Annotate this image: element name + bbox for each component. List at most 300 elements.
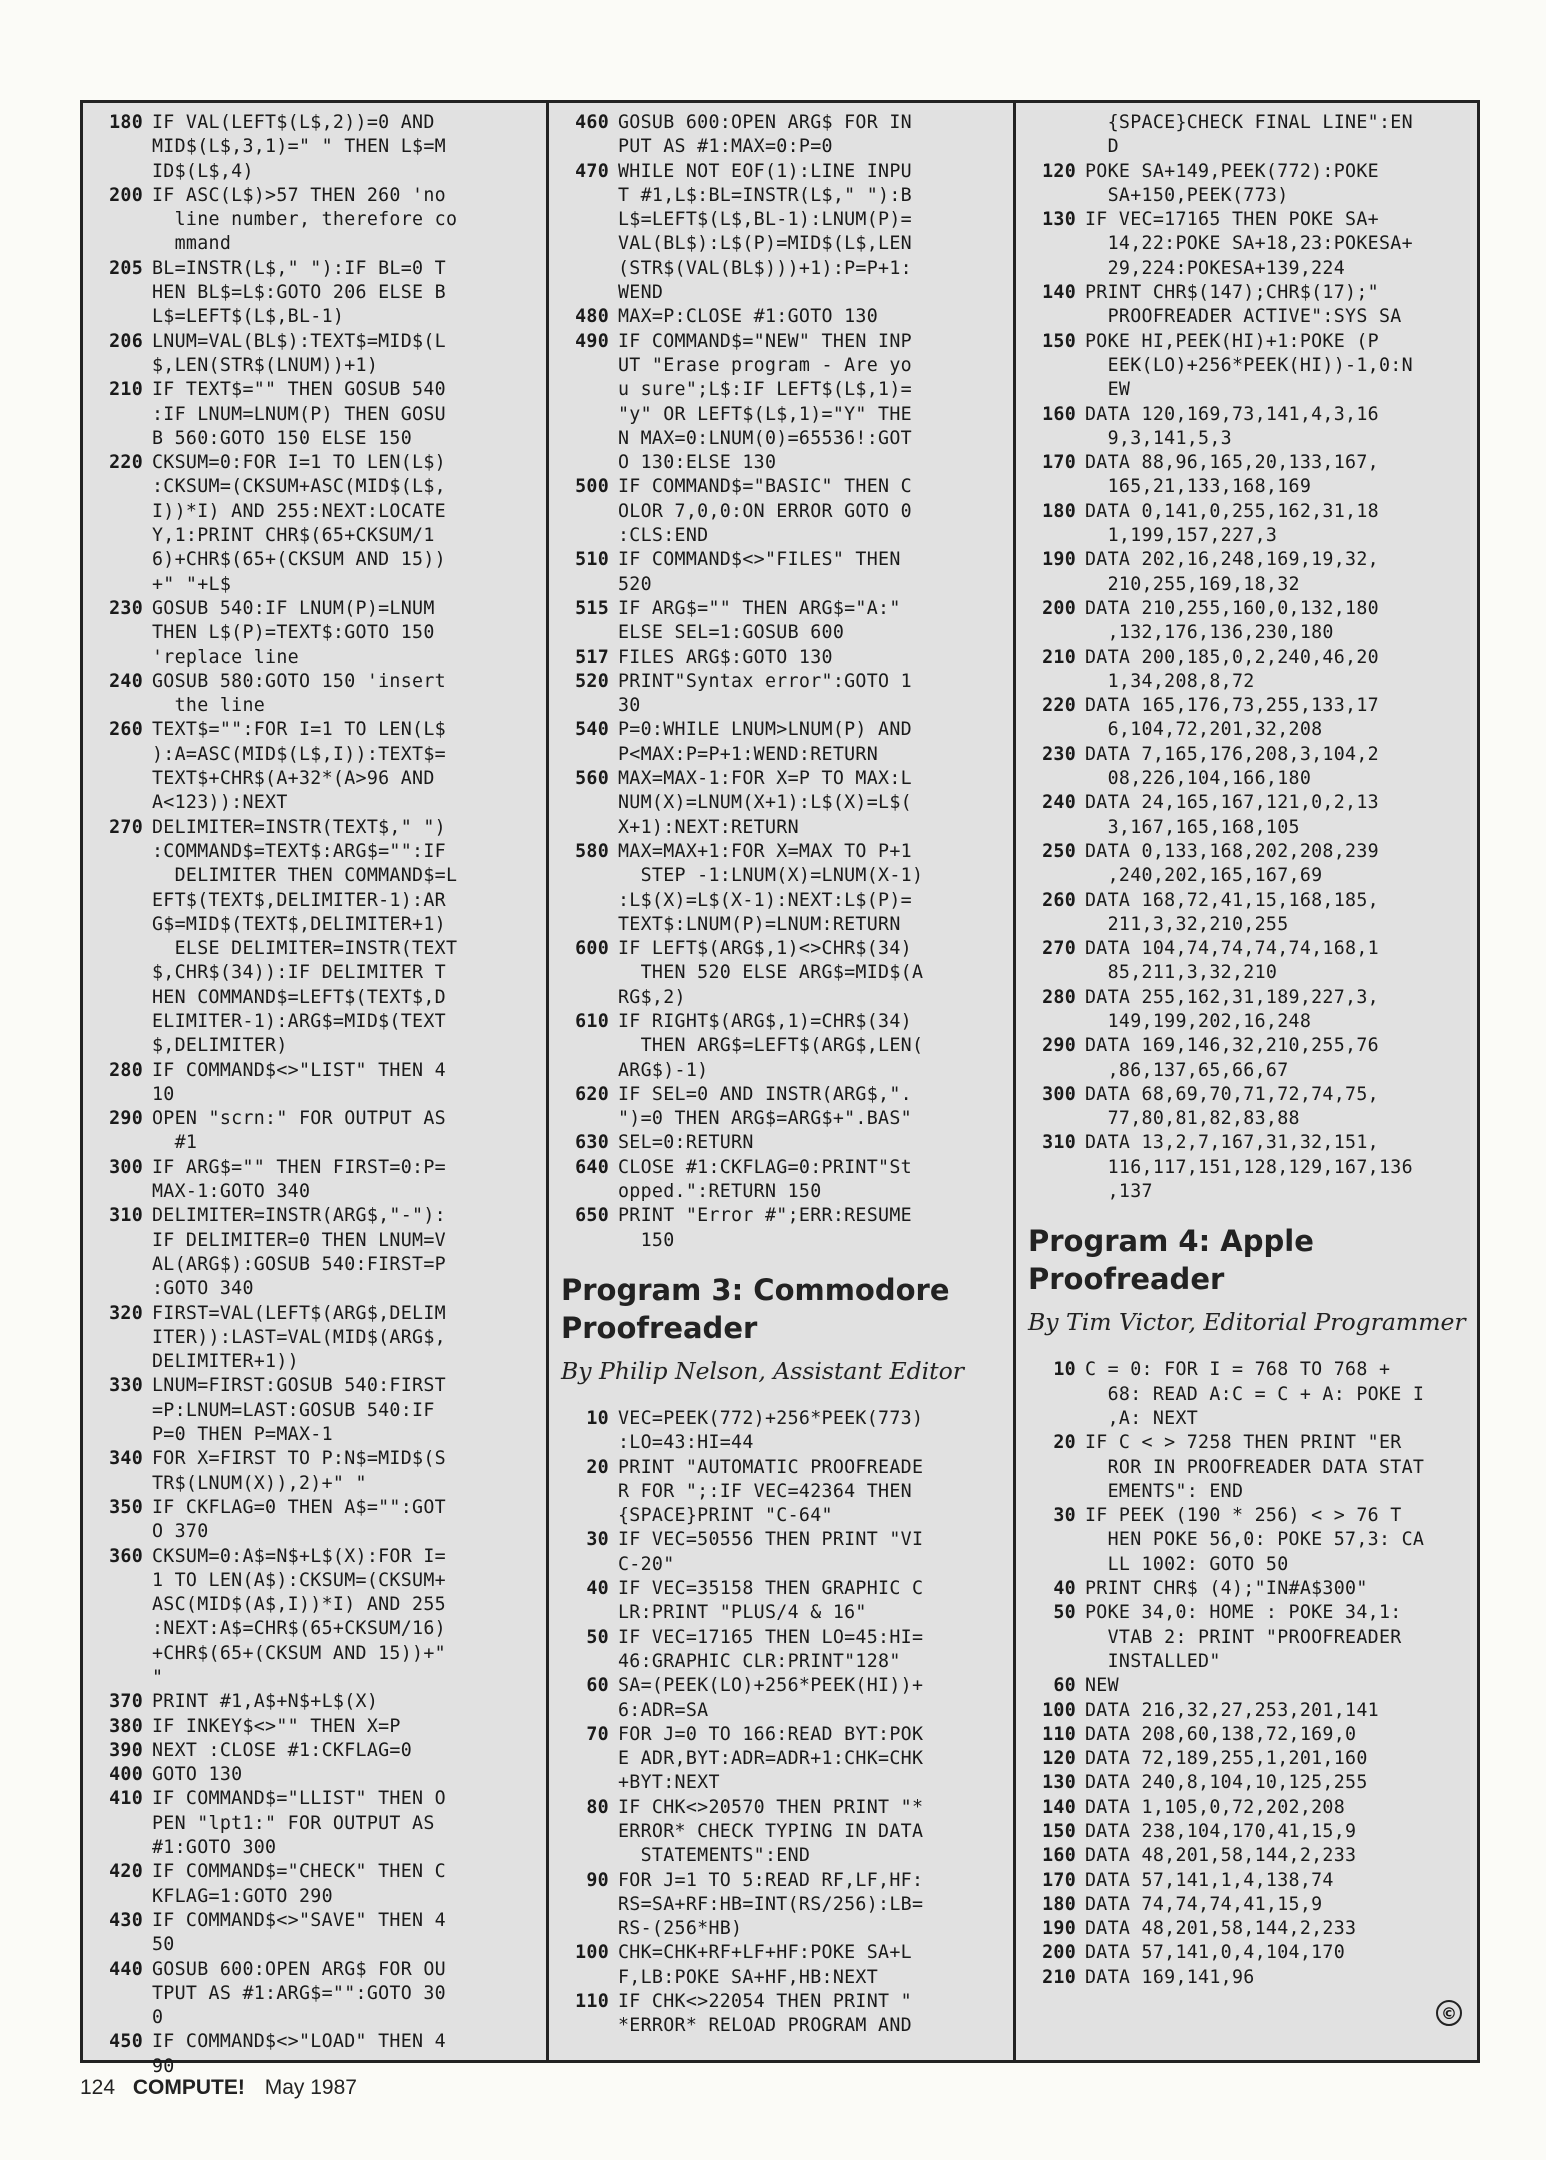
line-number <box>557 500 618 524</box>
program-3-listing-part-2 <box>1024 111 1472 1204</box>
line-code: L$=LEFT$(L$,BL-1):LNUM(P)= <box>618 209 912 231</box>
line-number: 150 <box>1042 330 1076 352</box>
line-code: KFLAG=1:GOTO 290 <box>152 1885 333 1907</box>
code-line <box>1024 1869 1472 1893</box>
code-line <box>91 1059 538 1083</box>
line-number <box>1024 1626 1085 1650</box>
line-number <box>557 1771 618 1795</box>
code-line <box>1024 1180 1472 1204</box>
line-number <box>557 1650 618 1674</box>
code-line <box>91 1666 538 1690</box>
line-code: T #1,L$:BL=INSTR(L$," "):B <box>618 184 912 206</box>
line-number <box>91 1326 152 1350</box>
code-line <box>1024 889 1472 913</box>
line-number <box>91 1423 152 1447</box>
line-code: SA+150,PEEK(773) <box>1085 184 1289 206</box>
code-line <box>557 135 1005 159</box>
line-code: ")=0 THEN ARG$=ARG$+".BAS" <box>618 1108 912 1130</box>
line-code: 30 <box>618 695 641 717</box>
line-code: DATA 104,74,74,74,74,168,1 <box>1085 938 1379 960</box>
line-code: VTAB 2: PRINT "PROOFREADER <box>1085 1626 1402 1648</box>
line-number <box>1024 718 1085 742</box>
code-line <box>1024 354 1472 378</box>
line-code: 10 <box>152 1083 175 1105</box>
code-line <box>91 1423 538 1447</box>
code-line <box>557 208 1005 232</box>
line-code: RS-(256*HB) <box>618 1918 743 1940</box>
line-code: ,A: NEXT <box>1085 1407 1199 1429</box>
line-number <box>91 208 152 232</box>
code-line <box>91 208 538 232</box>
code-line <box>1024 1553 1472 1577</box>
line-number <box>91 1034 152 1058</box>
code-line <box>1024 670 1472 694</box>
code-line <box>91 427 538 451</box>
line-code: IF LEFT$(ARG$,1)<>CHR$(34) <box>618 938 912 960</box>
line-number: 110 <box>575 1991 609 2013</box>
code-line <box>91 1909 538 1933</box>
code-line <box>557 1456 1005 1480</box>
line-code: CLOSE #1:CKFLAG=0:PRINT"St <box>618 1156 912 1178</box>
line-code: IF ARG$="" THEN FIRST=0:P= <box>152 1156 446 1178</box>
code-line <box>557 524 1005 548</box>
copyright-icon: © <box>1436 2000 1462 2026</box>
line-number: 480 <box>575 306 609 328</box>
line-code: line number, therefore co <box>152 209 458 231</box>
line-number: 540 <box>575 719 609 741</box>
line-number <box>91 1666 152 1690</box>
code-line <box>1024 1747 1472 1771</box>
line-code: DATA 68,69,70,71,72,74,75, <box>1085 1083 1379 1105</box>
code-line <box>91 1787 538 1811</box>
code-line <box>91 986 538 1010</box>
line-code: UT "Erase program - Are yo <box>618 354 912 376</box>
code-line <box>1024 961 1472 985</box>
line-code: IF VEC=50556 THEN PRINT "VI <box>618 1529 924 1551</box>
line-code: (STR$(VAL(BL$)))+1):P=P+1: <box>618 257 912 279</box>
magazine-name: COMPUTE! <box>132 2076 245 2099</box>
line-number <box>91 913 152 937</box>
line-code: HEN COMMAND$=LEFT$(TEXT$,D <box>152 986 446 1008</box>
code-line <box>557 1480 1005 1504</box>
code-line <box>91 330 538 354</box>
code-line <box>91 621 538 645</box>
line-number: 420 <box>109 1861 143 1883</box>
line-code: C = 0: FOR I = 768 TO 768 + <box>1085 1359 1391 1381</box>
line-code: IF ASC(L$)>57 THEN 260 'no <box>152 184 446 206</box>
code-line <box>1024 281 1472 305</box>
line-number: 20 <box>586 1456 609 1478</box>
line-number <box>91 961 152 985</box>
program-4-listing <box>1024 1358 1472 1990</box>
line-number <box>1024 378 1085 402</box>
issue-date: May 1987 <box>264 2076 357 2099</box>
line-code: IF DELIMITER=0 THEN LNUM=V <box>152 1229 446 1251</box>
code-line <box>557 791 1005 815</box>
page-footer <box>80 2076 357 2100</box>
line-number: 70 <box>586 1723 609 1745</box>
line-code: P=0 THEN P=MAX-1 <box>152 1424 333 1446</box>
code-line <box>1024 1156 1472 1180</box>
line-code: FOR J=1 TO 5:READ RF,LF,HF: <box>618 1869 924 1891</box>
code-line <box>1024 1407 1472 1431</box>
line-code: GOSUB 540:IF LNUM(P)=LNUM <box>152 597 435 619</box>
line-number: 10 <box>1053 1359 1076 1381</box>
code-line <box>557 1204 1005 1228</box>
line-number: 330 <box>109 1375 143 1397</box>
line-number <box>557 524 618 548</box>
line-number <box>557 816 618 840</box>
line-code: POKE 34,0: HOME : POKE 34,1: <box>1085 1602 1402 1624</box>
line-code: ELSE DELIMITER=INSTR(TEXT <box>152 938 458 960</box>
code-line <box>91 791 538 815</box>
line-code: PRINT "Error #";ERR:RESUME <box>618 1205 912 1227</box>
line-number: 190 <box>1042 1918 1076 1940</box>
line-code: DATA 48,201,58,144,2,233 <box>1085 1845 1357 1867</box>
line-code: A<123)):NEXT <box>152 792 288 814</box>
line-number <box>557 1553 618 1577</box>
code-line <box>1024 743 1472 767</box>
line-number <box>557 1893 618 1917</box>
code-line <box>91 1739 538 1763</box>
line-code: IF VEC=35158 THEN GRAPHIC C <box>618 1578 924 1600</box>
code-line <box>1024 548 1472 572</box>
code-line <box>1024 1626 1472 1650</box>
code-line <box>557 1941 1005 1965</box>
code-line <box>91 1690 538 1714</box>
line-code: 210,255,169,18,32 <box>1085 573 1300 595</box>
line-number <box>91 548 152 572</box>
line-number <box>91 767 152 791</box>
line-code: 29,224:POKESA+139,224 <box>1085 257 1346 279</box>
code-line <box>1024 840 1472 864</box>
line-number <box>1024 913 1085 937</box>
line-code: EW <box>1085 379 1131 401</box>
line-code: LNUM=VAL(BL$):TEXT$=MID$(L <box>152 330 446 352</box>
code-line <box>91 1107 538 1131</box>
code-line <box>557 1407 1005 1431</box>
line-code: I))*I) AND 255:NEXT:LOCATE <box>152 500 446 522</box>
line-code: EFT$(TEXT$,DELIMITER-1):AR <box>152 889 446 911</box>
line-code: DATA 120,169,73,141,4,3,16 <box>1085 403 1379 425</box>
code-line <box>91 524 538 548</box>
line-code: PROOFREADER ACTIVE":SYS SA <box>1085 306 1402 328</box>
line-code: 520 <box>618 573 652 595</box>
code-line <box>557 1966 1005 1990</box>
line-code: opped.":RETURN 150 <box>618 1181 822 1203</box>
line-code: MAX=MAX-1:FOR X=P TO MAX:L <box>618 768 912 790</box>
line-code: #1 <box>152 1132 198 1154</box>
line-number: 30 <box>586 1529 609 1551</box>
line-number <box>557 281 618 305</box>
line-number: 50 <box>1053 1602 1076 1624</box>
code-line <box>557 1917 1005 1941</box>
code-line <box>557 718 1005 742</box>
code-line <box>1024 475 1472 499</box>
code-line <box>557 1180 1005 1204</box>
line-code: 77,80,81,82,83,88 <box>1085 1108 1300 1130</box>
code-line <box>557 160 1005 184</box>
line-number <box>91 791 152 815</box>
line-code: GOSUB 580:GOTO 150 'insert <box>152 670 446 692</box>
line-number: 210 <box>1042 1966 1076 1988</box>
code-line <box>91 1253 538 1277</box>
code-line <box>557 1699 1005 1723</box>
line-code: FIRST=VAL(LEFT$(ARG$,DELIM <box>152 1302 446 1324</box>
line-number: 220 <box>109 452 143 474</box>
line-number <box>91 232 152 256</box>
line-number <box>1024 1528 1085 1552</box>
line-code: PRINT"Syntax error":GOTO 1 <box>618 670 912 692</box>
code-line <box>91 1812 538 1836</box>
line-number: 300 <box>1042 1083 1076 1105</box>
line-number: 490 <box>575 330 609 352</box>
line-number <box>1024 1180 1085 1204</box>
line-code: LNUM=FIRST:GOSUB 540:FIRST <box>152 1375 446 1397</box>
line-code: SEL=0:RETURN <box>618 1132 754 1154</box>
line-number: 180 <box>1042 500 1076 522</box>
code-line <box>91 1302 538 1326</box>
line-code: MAX=P:CLOSE #1:GOTO 130 <box>618 306 879 328</box>
line-code: DELIMITER+1)) <box>152 1351 299 1373</box>
line-code: IF COMMAND$<>"LIST" THEN 4 <box>152 1059 446 1081</box>
code-line <box>91 597 538 621</box>
code-line <box>1024 1771 1472 1795</box>
line-code: 68: READ A:C = C + A: POKE I <box>1085 1383 1425 1405</box>
line-number: 300 <box>109 1156 143 1178</box>
line-number: 270 <box>109 816 143 838</box>
code-line <box>91 1447 538 1471</box>
code-line <box>557 864 1005 888</box>
line-number <box>557 1431 618 1455</box>
line-number: 240 <box>109 670 143 692</box>
code-line <box>1024 1504 1472 1528</box>
code-line <box>1024 986 1472 1010</box>
code-line <box>1024 1480 1472 1504</box>
line-number: 200 <box>1042 597 1076 619</box>
line-number <box>91 2006 152 2030</box>
code-line <box>1024 500 1472 524</box>
line-number <box>91 937 152 961</box>
line-code: mmand <box>152 233 232 255</box>
line-number <box>557 1107 618 1131</box>
line-number <box>91 1180 152 1204</box>
code-line <box>1024 1383 1472 1407</box>
line-number: 220 <box>1042 695 1076 717</box>
line-number: 260 <box>109 719 143 741</box>
line-number: 610 <box>575 1010 609 1032</box>
code-line <box>1024 1674 1472 1698</box>
code-line <box>91 1472 538 1496</box>
line-number <box>557 257 618 281</box>
line-number: 130 <box>1042 1772 1076 1794</box>
line-number <box>1024 1107 1085 1131</box>
line-number: 640 <box>575 1156 609 1178</box>
code-line <box>91 1496 538 1520</box>
line-code: N MAX=0:LNUM(0)=65536!:GOT <box>618 427 912 449</box>
line-code: WHILE NOT EOF(1):LINE INPU <box>618 160 912 182</box>
code-line <box>91 670 538 694</box>
code-line <box>1024 1358 1472 1382</box>
line-code: STATEMENTS":END <box>618 1845 811 1867</box>
line-code: DATA 0,133,168,202,208,239 <box>1085 840 1379 862</box>
line-number <box>1024 427 1085 451</box>
line-code: P<MAX:P=P+1:WEND:RETURN <box>618 743 879 765</box>
line-code: INSTALLED" <box>1085 1650 1221 1672</box>
line-number <box>1024 1156 1085 1180</box>
line-number <box>557 694 618 718</box>
line-number: 160 <box>1042 1845 1076 1867</box>
code-line <box>91 1617 538 1641</box>
line-code: GOTO 130 <box>152 1764 243 1786</box>
line-number <box>557 354 618 378</box>
code-line <box>91 354 538 378</box>
line-code: +BYT:NEXT <box>618 1772 720 1794</box>
code-line <box>91 111 538 135</box>
line-code: $,CHR$(34)):IF DELIMITER T <box>152 962 446 984</box>
line-code: DATA 238,104,170,41,15,9 <box>1085 1821 1357 1842</box>
line-number <box>557 1747 618 1771</box>
program-2-listing-part-2 <box>557 111 1005 1253</box>
line-code: IF RIGHT$(ARG$,1)=CHR$(34) <box>618 1010 912 1032</box>
line-code: NEW <box>1085 1675 1119 1697</box>
line-number <box>1024 1456 1085 1480</box>
code-line <box>1024 1796 1472 1820</box>
code-line <box>91 1520 538 1544</box>
line-number: 10 <box>586 1407 609 1429</box>
code-line <box>91 1982 538 2006</box>
line-number <box>91 840 152 864</box>
line-code: u sure";L$:IF LEFT$(L$,1)= <box>618 379 912 401</box>
line-code: HEN POKE 56,0: POKE 57,3: CA <box>1085 1529 1425 1551</box>
code-line <box>557 305 1005 329</box>
line-number: 60 <box>1053 1675 1076 1697</box>
code-line <box>1024 1456 1472 1480</box>
line-code: ELSE SEL=1:GOSUB 600 <box>618 622 845 644</box>
line-number: 460 <box>575 112 609 133</box>
line-number <box>1024 1480 1085 1504</box>
line-code: DELIMITER THEN COMMAND$=L <box>152 865 458 887</box>
line-code: IF COMMAND$="CHECK" THEN C <box>152 1861 446 1883</box>
line-code: DATA 240,8,104,10,125,255 <box>1085 1772 1368 1794</box>
code-line <box>1024 1431 1472 1455</box>
code-line <box>91 937 538 961</box>
line-number <box>91 160 152 184</box>
code-line <box>91 1374 538 1398</box>
line-number <box>1024 816 1085 840</box>
line-number <box>91 889 152 913</box>
line-number <box>91 1885 152 1909</box>
column-1 <box>83 103 549 2077</box>
line-code: DATA 169,146,32,210,255,76 <box>1085 1035 1379 1057</box>
code-line <box>1024 791 1472 815</box>
line-number: 230 <box>1042 743 1076 765</box>
line-code: P=0:WHILE LNUM>LNUM(P) AND <box>618 719 912 741</box>
code-line <box>557 1893 1005 1917</box>
line-code: R FOR ";:IF VEC=42364 THEN <box>618 1480 912 1502</box>
line-code: "y" OR LEFT$(L$,1)="Y" THE <box>618 403 912 425</box>
line-code: +CHR$(65+(CKSUM AND 15))+" <box>152 1642 446 1664</box>
code-line <box>1024 111 1472 135</box>
line-number: 206 <box>109 330 143 352</box>
code-line <box>557 670 1005 694</box>
line-code: PEN "lpt1:" FOR OUTPUT AS <box>152 1812 435 1834</box>
line-number <box>557 573 618 597</box>
line-code: B 560:GOTO 150 ELSE 150 <box>152 427 413 449</box>
line-code: PRINT #1,A$+N$+L$(X) <box>152 1691 379 1713</box>
code-line <box>557 232 1005 256</box>
code-line <box>1024 160 1472 184</box>
code-line <box>1024 1083 1472 1107</box>
code-line <box>557 2014 1005 2038</box>
code-line <box>91 257 538 281</box>
code-line <box>557 475 1005 499</box>
line-code: +" "+L$ <box>152 573 232 595</box>
line-code: IF TEXT$="" THEN GOSUB 540 <box>152 379 446 401</box>
code-line <box>91 2006 538 2030</box>
line-code: 14,22:POKE SA+18,23:POKESA+ <box>1085 233 1413 255</box>
line-code: DATA 165,176,73,255,133,17 <box>1085 695 1379 717</box>
code-line <box>1024 621 1472 645</box>
line-code: IF ARG$="" THEN ARG$="A:" <box>618 597 901 619</box>
line-code: 6,104,72,201,32,208 <box>1085 719 1323 741</box>
code-line <box>1024 1577 1472 1601</box>
line-number <box>91 621 152 645</box>
line-number: 350 <box>109 1496 143 1518</box>
line-code: E ADR,BYT:ADR=ADR+1:CHK=CHK <box>618 1748 924 1770</box>
code-line <box>557 1553 1005 1577</box>
code-line <box>91 1593 538 1617</box>
line-number: 200 <box>1042 1942 1076 1964</box>
code-line <box>557 889 1005 913</box>
line-code: DATA 208,60,138,72,169,0 <box>1085 1723 1357 1745</box>
line-code: VEC=PEEK(772)+256*PEEK(773) <box>618 1407 924 1429</box>
line-number <box>1024 1553 1085 1577</box>
code-line <box>557 1601 1005 1625</box>
line-number <box>91 1812 152 1836</box>
line-number <box>91 1982 152 2006</box>
line-code: DATA 57,141,1,4,138,74 <box>1085 1869 1334 1891</box>
code-line <box>557 646 1005 670</box>
line-number: 310 <box>1042 1132 1076 1154</box>
line-code: IF VEC=17165 THEN POKE SA+ <box>1085 209 1379 231</box>
code-line <box>91 1350 538 1374</box>
line-number: 290 <box>1042 1035 1076 1057</box>
line-code: TEXT$="":FOR I=1 TO LEN(L$ <box>152 719 446 741</box>
line-code: LL 1002: GOTO 50 <box>1085 1553 1289 1575</box>
code-line <box>1024 1131 1472 1155</box>
program-4-heading: Program 4: Apple Proofreader <box>1028 1224 1314 1297</box>
code-line <box>1024 1528 1472 1552</box>
program-2-listing-part-1 <box>91 111 538 2079</box>
line-code: 149,199,202,16,248 <box>1085 1010 1312 1032</box>
line-code: IF C < > 7258 THEN PRINT "ER <box>1085 1432 1402 1454</box>
line-code: FOR X=FIRST TO P:N$=MID$(S <box>152 1448 446 1470</box>
line-number <box>91 135 152 159</box>
code-line <box>91 1326 538 1350</box>
line-code: 1,199,157,227,3 <box>1085 525 1278 547</box>
code-line <box>1024 1723 1472 1747</box>
code-line <box>557 1820 1005 1844</box>
line-number <box>1024 135 1085 159</box>
code-line <box>557 427 1005 451</box>
code-line <box>91 305 538 329</box>
code-line <box>557 1059 1005 1083</box>
code-line <box>557 1010 1005 1034</box>
line-number: 180 <box>109 112 143 133</box>
code-line <box>557 1844 1005 1868</box>
line-number: 500 <box>575 476 609 498</box>
